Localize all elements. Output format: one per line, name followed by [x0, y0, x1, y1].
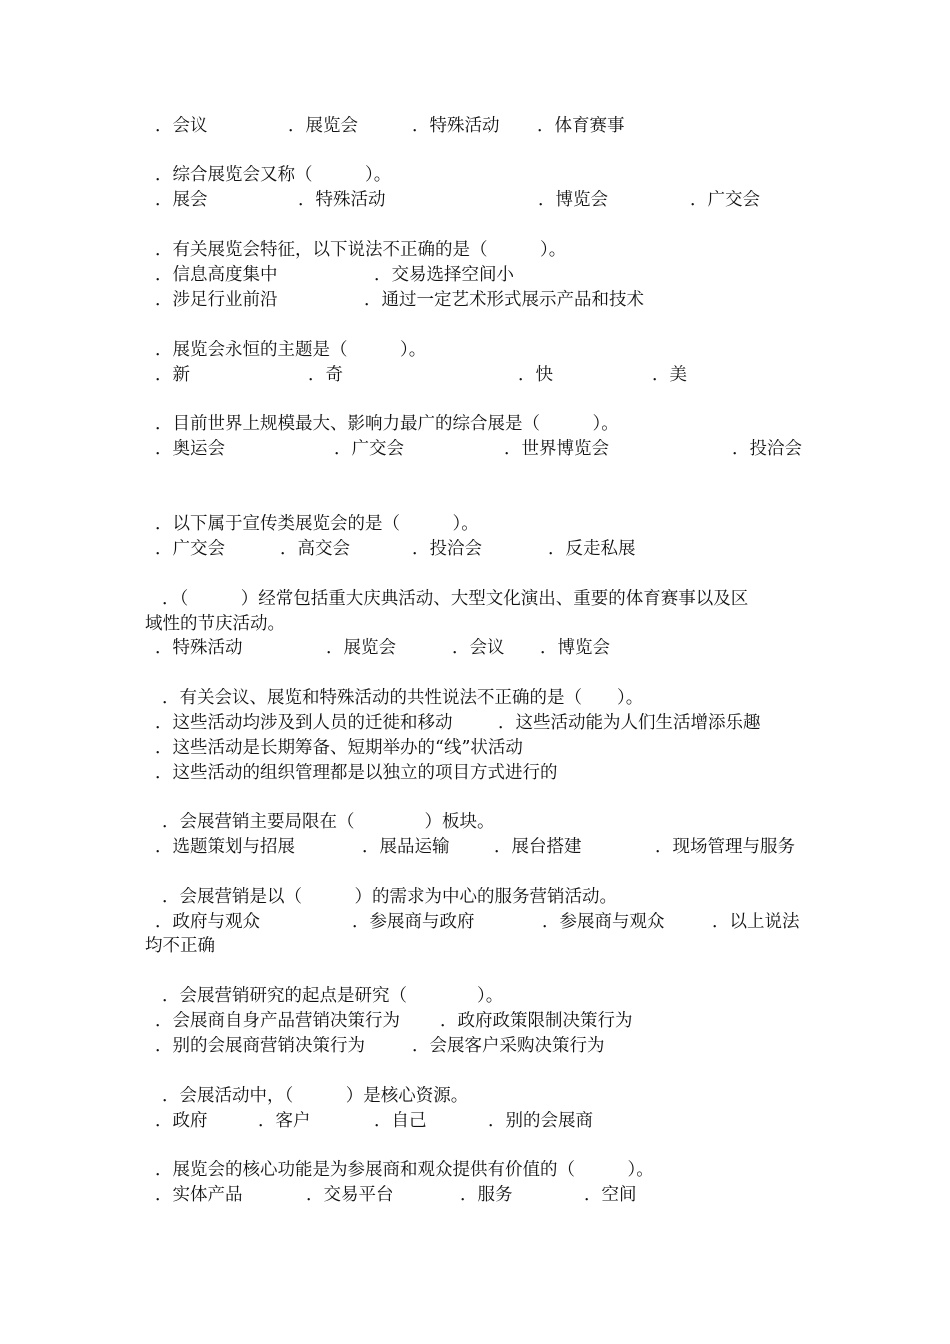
- question-line-11-part-1: ．以下属于宣传类展览会的是（ ）。: [155, 514, 479, 534]
- question-line-13-part-1: ．（ ）经常包括重大庆典活动、大型文化演出、重要的体育赛事以及区: [162, 589, 749, 609]
- question-line-26-part-1: ．会展商自身产品营销决策行为: [155, 1011, 400, 1031]
- question-line-21-part-1: ．选题策划与招展: [155, 837, 295, 857]
- question-line-10-part-4: ．投洽会: [732, 439, 802, 459]
- question-line-20-part-1: ．会展营销主要局限在（ ）板块。: [162, 812, 495, 832]
- question-line-5-part-1: ．信息高度集中: [155, 265, 278, 285]
- question-line-31-part-1: ．实体产品: [155, 1185, 243, 1205]
- question-line-4-part-1: ．有关展览会特征，以下说法不正确的是（ ）。: [155, 240, 567, 260]
- question-line-15-part-2: ．展览会: [326, 638, 396, 658]
- question-line-27-part-2: ．会展客户采购决策行为: [412, 1036, 605, 1056]
- question-line-12-part-1: ．广交会: [155, 539, 225, 559]
- question-line-10-part-1: ．奥运会: [155, 439, 225, 459]
- question-line-12-part-3: ．投洽会: [412, 539, 482, 559]
- question-line-8-part-4: ．美: [652, 365, 687, 385]
- question-line-7-part-1: ．展览会永恒的主题是（ ）。: [155, 340, 427, 360]
- question-line-21-part-4: ．现场管理与服务: [655, 837, 795, 857]
- question-line-23-part-3: ．参展商与观众: [542, 912, 665, 932]
- question-line-17-part-1: ．这些活动均涉及到人员的迁徙和移动: [155, 713, 453, 733]
- question-line-31-part-3: ．服务: [460, 1185, 513, 1205]
- question-line-10-part-2: ．广交会: [334, 439, 404, 459]
- question-line-1-part-3: ．特殊活动: [412, 116, 500, 136]
- question-line-8-part-3: ．快: [518, 365, 553, 385]
- question-line-1-part-2: ．展览会: [288, 116, 358, 136]
- question-line-28-part-1: ．会展活动中，（ ）是核心资源。: [162, 1086, 469, 1106]
- question-line-23-part-1: ．政府与观众: [155, 912, 260, 932]
- question-line-30-part-1: ．展览会的核心功能是为参展商和观众提供有价值的（ ）。: [155, 1160, 654, 1180]
- question-line-3-part-4: ．广交会: [690, 190, 760, 210]
- question-line-12-part-4: ．反走私展: [548, 539, 636, 559]
- question-line-1-part-1: ．会议: [155, 116, 208, 136]
- question-line-21-part-2: ．展品运输: [362, 837, 450, 857]
- question-line-15-part-1: ．特殊活动: [155, 638, 243, 658]
- question-line-29-part-1: ．政府: [155, 1111, 208, 1131]
- question-line-1-part-4: ．体育赛事: [537, 116, 625, 136]
- question-line-23-part-4: ．以上说法: [712, 912, 800, 932]
- question-line-15-part-4: ．博览会: [540, 638, 610, 658]
- question-line-27-part-1: ．别的会展商营销决策行为: [155, 1036, 365, 1056]
- question-line-2-part-1: ．综合展览会又称（ ）。: [155, 165, 392, 185]
- question-line-31-part-4: ．空间: [584, 1185, 637, 1205]
- question-line-10-part-3: ．世界博览会: [504, 439, 609, 459]
- question-line-3-part-1: ．展会: [155, 190, 208, 210]
- question-line-6-part-2: ．通过一定艺术形式展示产品和技术: [364, 290, 644, 310]
- question-line-6-part-1: ．涉足行业前沿: [155, 290, 278, 310]
- question-line-26-part-2: ．政府政策限制决策行为: [440, 1011, 633, 1031]
- question-line-5-part-2: ．交易选择空间小: [374, 265, 514, 285]
- question-line-25-part-1: ．会展营销研究的起点是研究（ ）。: [162, 986, 504, 1006]
- question-line-23-part-2: ．参展商与政府: [352, 912, 475, 932]
- question-line-22-part-1: ．会展营销是以（ ）的需求为中心的服务营销活动。: [162, 887, 617, 907]
- question-line-12-part-2: ．高交会: [280, 539, 350, 559]
- question-line-29-part-4: ．别的会展商: [488, 1111, 593, 1131]
- question-line-3-part-3: ．博览会: [538, 190, 608, 210]
- question-line-19-part-1: ．这些活动的组织管理都是以独立的项目方式进行的: [155, 763, 558, 783]
- question-line-9-part-1: ．目前世界上规模最大、影响力最广的综合展是（ ）。: [155, 414, 619, 434]
- question-line-21-part-3: ．展台搭建: [494, 837, 582, 857]
- question-line-29-part-3: ．自己: [374, 1111, 427, 1131]
- question-line-8-part-2: ．奇: [308, 365, 343, 385]
- question-line-8-part-1: ．新: [155, 365, 190, 385]
- question-line-14-part-1: 域性的节庆活动。: [145, 614, 285, 634]
- question-line-15-part-3: ．会议: [452, 638, 505, 658]
- question-line-31-part-2: ．交易平台: [306, 1185, 394, 1205]
- question-line-29-part-2: ．客户: [258, 1111, 311, 1131]
- question-line-3-part-2: ．特殊活动: [298, 190, 386, 210]
- question-line-17-part-2: ．这些活动能为人们生活增添乐趣: [498, 713, 761, 733]
- question-line-18-part-1: ．这些活动是长期筹备、短期举办的“线”状活动: [155, 738, 523, 758]
- question-line-16-part-1: ．有关会议、展览和特殊活动的共性说法不正确的是（ ）。: [162, 688, 644, 708]
- question-line-24-part-1: 均不正确: [145, 936, 215, 956]
